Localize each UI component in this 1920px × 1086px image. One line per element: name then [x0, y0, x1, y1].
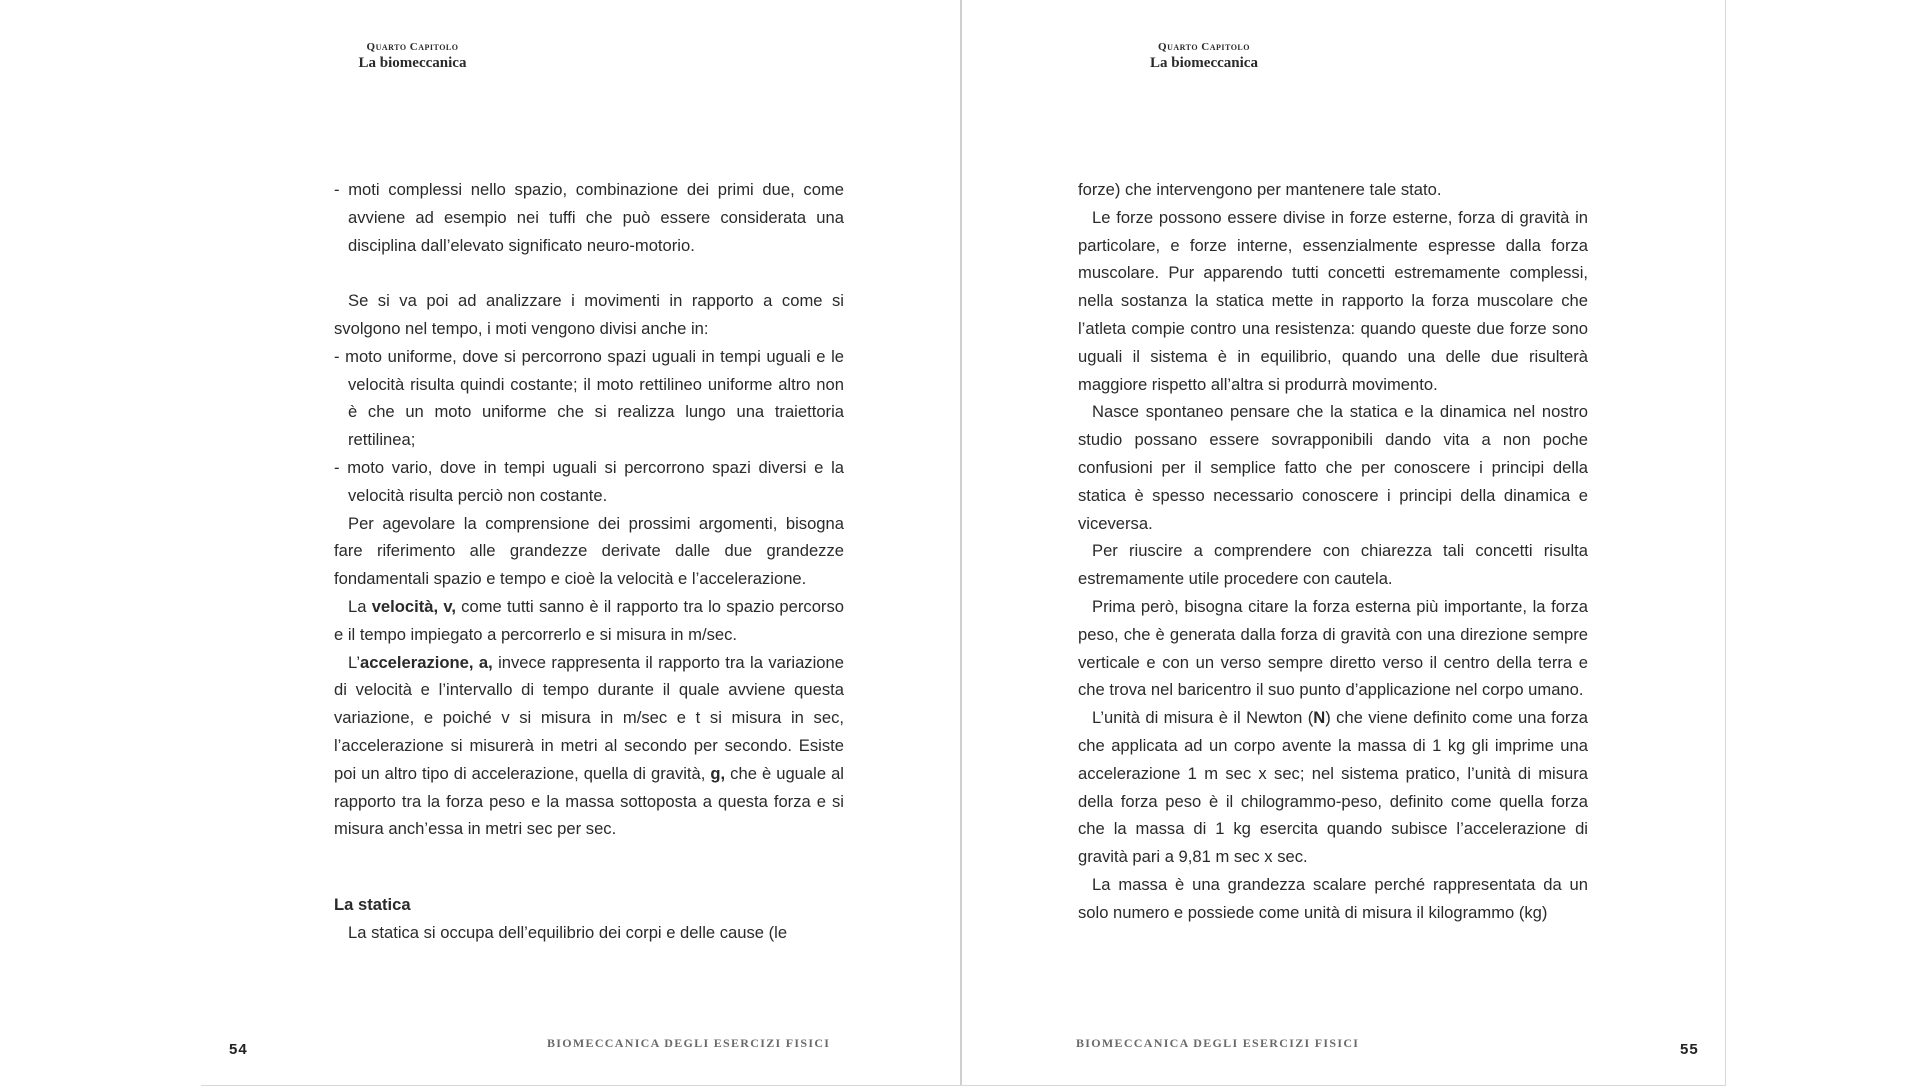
running-foot: BIOMECCANICA DEGLI ESERCIZI FISICI: [547, 1036, 831, 1050]
paragraph: Nasce spontaneo pensare che la statica e la dinamica nel nostro studio possano essere sovrapponibili dando vita a non poche confusioni per il semplice fatto che per conoscere i principi della statica è spesso necessario conoscere i principi della dinamica e viceversa.: [1078, 402, 1588, 533]
page-number: 54: [229, 1041, 248, 1058]
paragraph: L’accelerazione, a, invece rappresenta il rapporto tra la variazione di velocità e l’intervallo di tempo durante il quale avviene questa variazione, e poiché v si misura in m/sec e t si misura in sec, l’accelerazione si misurerà in metri al secondo per secondo. Esiste poi un altro tipo di accelerazione, quella di gravità, g, che è uguale al rapporto tra la forza peso e la massa sottoposta a questa forza e si misura anch’essa in metri sec per sec.: [334, 652, 844, 839]
list-item: - moto vario, dove in tempi uguali si percorrono spazi diversi e la velocità risulta perciò non costante.: [334, 457, 844, 505]
term-gravita: g,: [710, 763, 726, 783]
paragraph: Per riuscire a comprendere con chiarezza tali concetti risulta estremamente utile procedere con cautela.: [1078, 541, 1588, 589]
paragraph: La velocità, v, come tutti sanno è il rapporto tra lo spazio percorso e il tempo impiegato a percorrerlo e si misura in m/sec.: [334, 596, 844, 644]
header-chapter: Quarto Capitolo: [366, 41, 459, 53]
running-foot: BIOMECCANICA DEGLI ESERCIZI FISICI: [1076, 1036, 1360, 1050]
running-head: [823, 40, 1585, 72]
header-title: La biomeccanica: [358, 55, 467, 71]
body-text: [1078, 176, 1588, 927]
left-page: [201, 0, 960, 1085]
paragraph: L’unità di misura è il Newton (N) che viene definito come una forza che applicata ad un corpo avente la massa di 1 kg gli imprime una accelerazione 1 m sec x sec; nel sistema pratico, l’unità di misura della forza peso è il chilogrammo-peso, definito come quella forza che la massa di 1 kg esercita quando subisce l’accelerazione di gravità pari a 9,81 m sec x sec.: [1078, 708, 1588, 867]
paragraph: Se si va poi ad analizzare i movimenti in rapporto a come si svolgono nel tempo, i moti vengono divisi anche in:: [334, 291, 844, 338]
running-head: [33, 40, 792, 72]
paragraph: forze) che intervengono per mantenere tale stato.: [1078, 180, 1442, 199]
section-heading: La statica: [334, 895, 411, 915]
term-newton: N: [1313, 708, 1326, 728]
term-velocita: velocità, v,: [371, 596, 456, 616]
list-item: - moto uniforme, dove si percorrono spazi uguali in tempi uguali e le velocità risulta quindi costante; il moto rettilineo uniforme altro non è che un moto uniforme che si realizza lungo una traiettoria rettilinea;: [334, 346, 844, 450]
paragraph: La massa è una grandezza scalare perché rappresentata da un solo numero e possiede come unità di misura il kilogrammo (kg): [1078, 874, 1588, 922]
right-page: [962, 0, 1724, 1085]
term-accelerazione: accelerazione, a,: [360, 652, 493, 672]
header-title: La biomeccanica: [1150, 55, 1258, 71]
header-chapter: Quarto Capitolo: [1158, 41, 1250, 53]
page-number: 55: [1680, 1041, 1699, 1058]
paragraph: La statica si occupa dell’equilibrio dei corpi e delle cause (le: [348, 922, 788, 942]
paragraph: Prima però, bisogna citare la forza esterna più importante, la forza peso, che è generata dalla forza di gravità con una direzione sempre verticale e con un verso sempre diretto verso il centro della terra e che trova nel baricentro il suo punto d’applicazione nel corpo umano.: [1078, 596, 1588, 700]
paragraph: Per agevolare la comprensione dei prossimi argomenti, bisogna fare riferimento alle grandezze derivate dalle due grandezze fondamentali spazio e tempo e cioè la velocità e l’accelerazione.: [334, 513, 844, 589]
paragraph: Le forze possono essere divise in forze esterne, forza di gravità in particolare, e forze interne, essenzialmente espresse dalla forza muscolare. Pur apparendo tutti concetti estremamente complessi, nella sostanza la statica mette in rapporto la forza muscolare che l’atleta compie contro una resistenza: quando queste due forze sono uguali il sistema è in equilibrio, quando una delle due risulterà maggiore rispetto all’altra si produrrà movimento.: [1078, 207, 1588, 394]
list-item: - moti complessi nello spazio, combinazione dei primi due, come avviene ad esempio nei tuffi che può essere considerata una disciplina dall’elevato significato neuro-motorio.: [334, 180, 844, 255]
body-text: [334, 176, 844, 947]
